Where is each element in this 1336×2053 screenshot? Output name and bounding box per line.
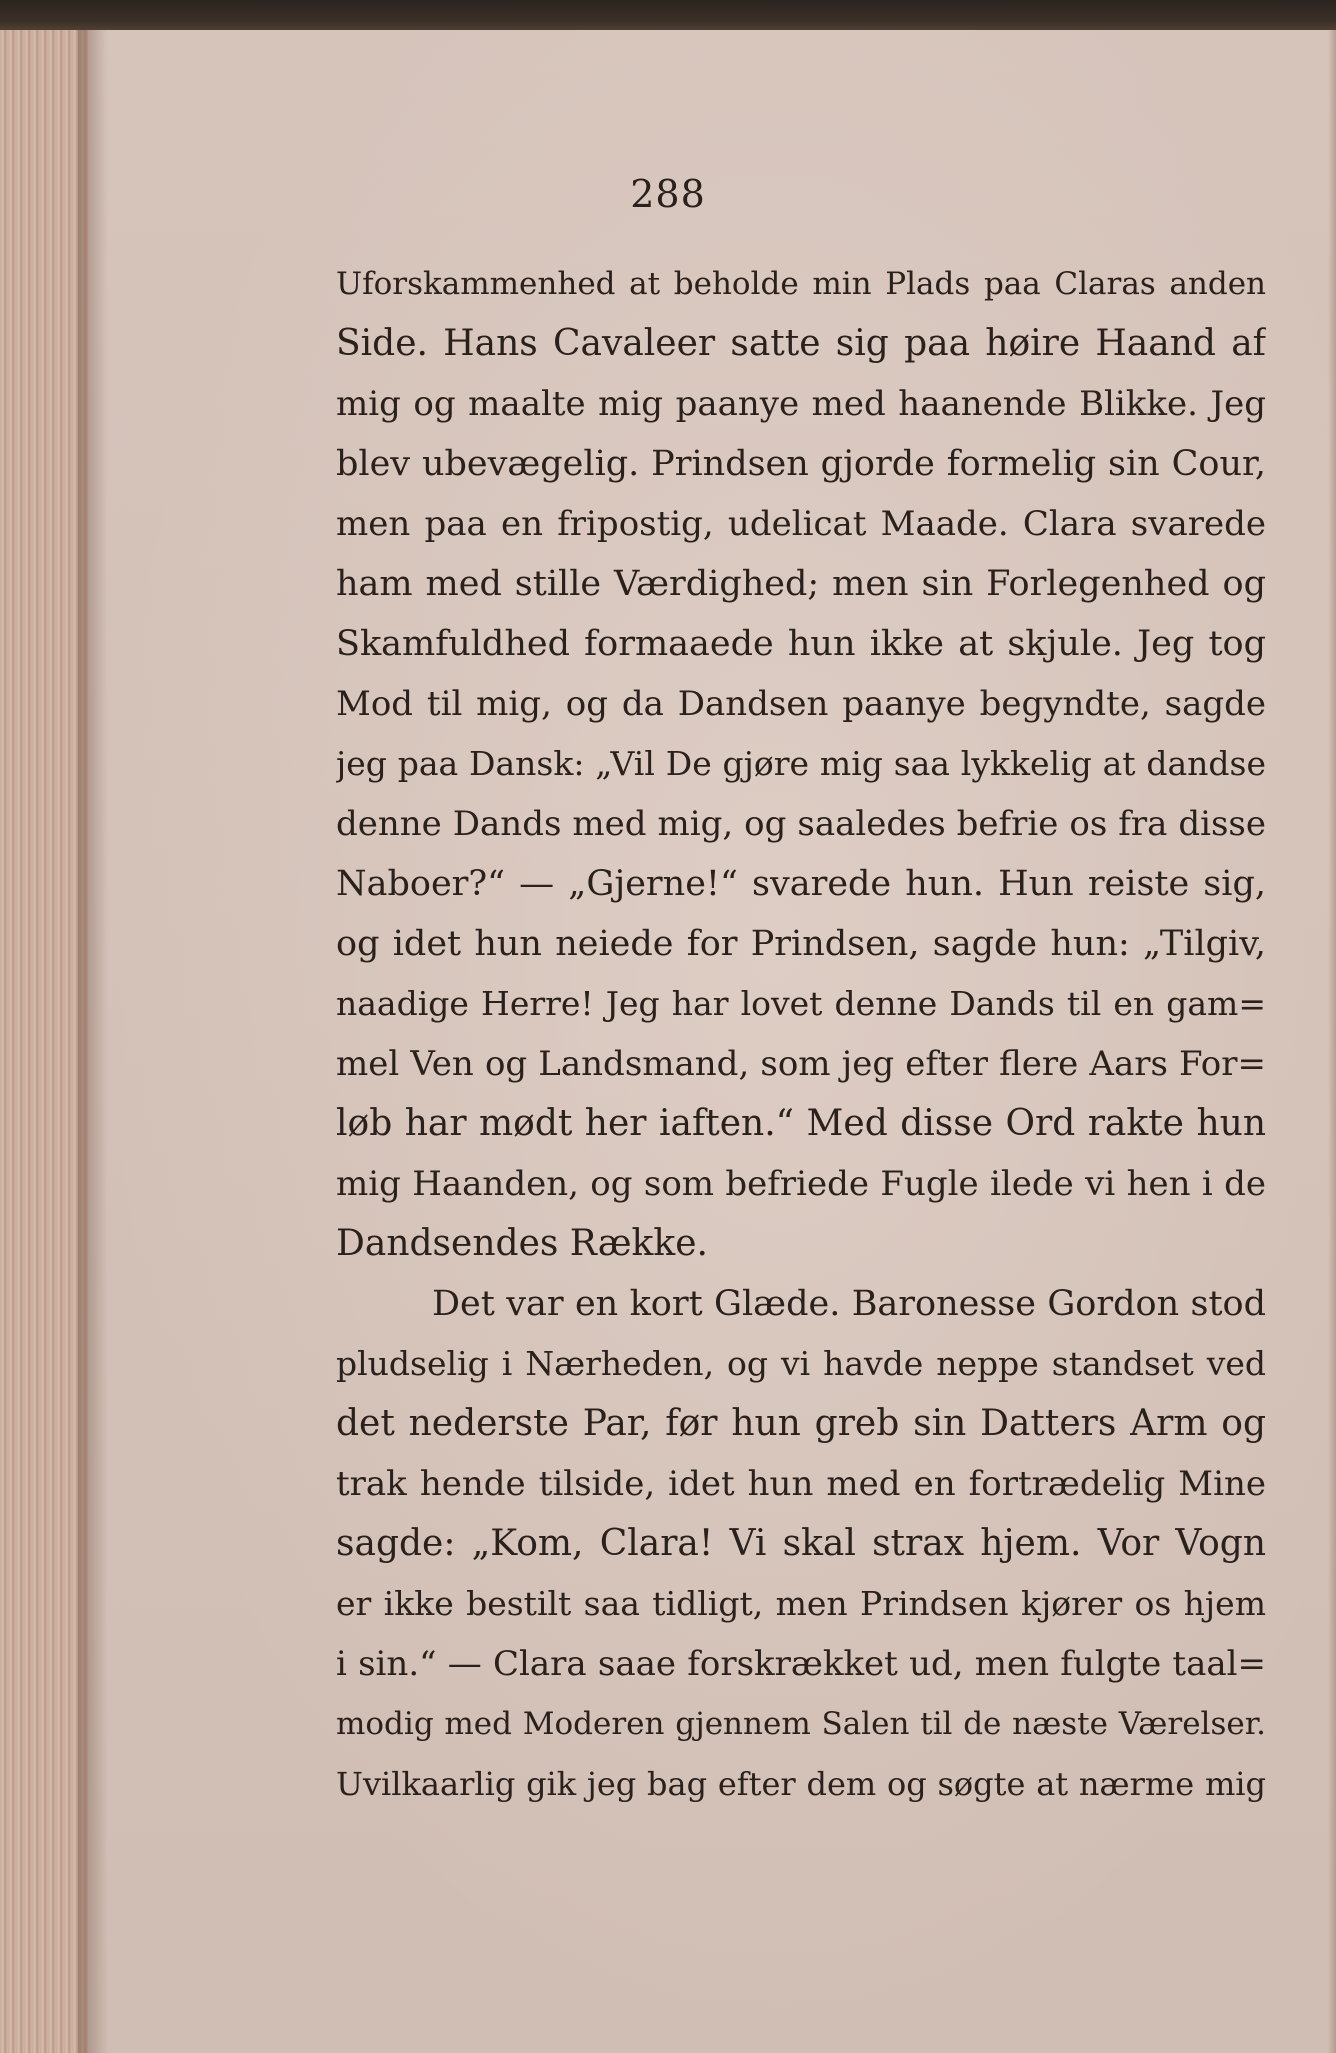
text-line: jeg paa Dansk: „Vil De gjøre mig saa lykkelig at dandse bbox=[336, 744, 1266, 783]
text-line: ham med stille Værdighed; men sin Forlegenhed og bbox=[336, 564, 1266, 604]
paragraph-start-line: Det var en kort Glæde. Baronesse Gordon stod bbox=[432, 1284, 1266, 1324]
page-number: 288 bbox=[630, 172, 706, 216]
text-line: mig Haanden, og som befriede Fugle ilede vi hen i de bbox=[336, 1164, 1266, 1204]
text-line: naadige Herre! Jeg har lovet denne Dands til en gam= bbox=[336, 984, 1266, 1023]
text-line: sagde: „Kom, Clara! Vi skal strax hjem. Vor Vogn bbox=[336, 1523, 1266, 1564]
text-line: modig med Moderen gjennem Salen til de næste Værelser. bbox=[336, 1706, 1266, 1742]
text-line: mel Ven og Landsmand, som jeg efter flere Aars For= bbox=[336, 1044, 1266, 1084]
text-line: men paa en fripostig, udelicat Maade. Clara svarede bbox=[336, 504, 1266, 544]
text-line: Side. Hans Cavaleer satte sig paa høire Haand af bbox=[336, 323, 1266, 364]
text-line: trak hende tilside, idet hun med en fortrædelig Mine bbox=[336, 1464, 1266, 1504]
text-line: mig og maalte mig paanye med haanende Blikke. Jeg bbox=[336, 384, 1266, 424]
text-line: Skamfuldhed formaaede hun ikke at skjule. Jeg tog bbox=[336, 624, 1266, 664]
text-line: denne Dands med mig, og saaledes befrie os fra disse bbox=[336, 804, 1266, 844]
text-line: er ikke bestilt saa tidligt, men Prindsen kjører os hjem bbox=[336, 1584, 1266, 1623]
text-line: løb har mødt her iaften.“ Med disse Ord rakte hun bbox=[336, 1103, 1266, 1144]
text-line: Uforskammenhed at beholde min Plads paa Claras anden bbox=[336, 266, 1266, 302]
text-line: pludselig i Nærheden, og vi havde neppe standset ved bbox=[336, 1344, 1266, 1383]
paragraph-end-line: Dandsendes Række. bbox=[336, 1223, 708, 1264]
text-line: Naboer?“ — „Gjerne!“ svarede hun. Hun reiste sig, bbox=[336, 864, 1266, 904]
text-line: og idet hun neiede for Prindsen, sagde hun: „Tilgiv, bbox=[336, 924, 1266, 964]
text-line: blev ubevægelig. Prindsen gjorde formelig sin Cour, bbox=[336, 444, 1266, 484]
right-page-edge bbox=[1328, 30, 1336, 2053]
text-line: i sin.“ — Clara saae forskrækket ud, men fulgte taal= bbox=[336, 1644, 1266, 1684]
text-line: det nederste Par, før hun greb sin Datters Arm og bbox=[336, 1403, 1266, 1444]
body-text bbox=[336, 254, 1266, 1814]
text-line: Mod til mig, og da Dandsen paanye begyndte, sagde bbox=[336, 684, 1266, 724]
spine-shadow bbox=[78, 30, 108, 2053]
text-line: Uvilkaarlig gik jeg bag efter dem og søgte at nærme mig bbox=[336, 1765, 1266, 1803]
